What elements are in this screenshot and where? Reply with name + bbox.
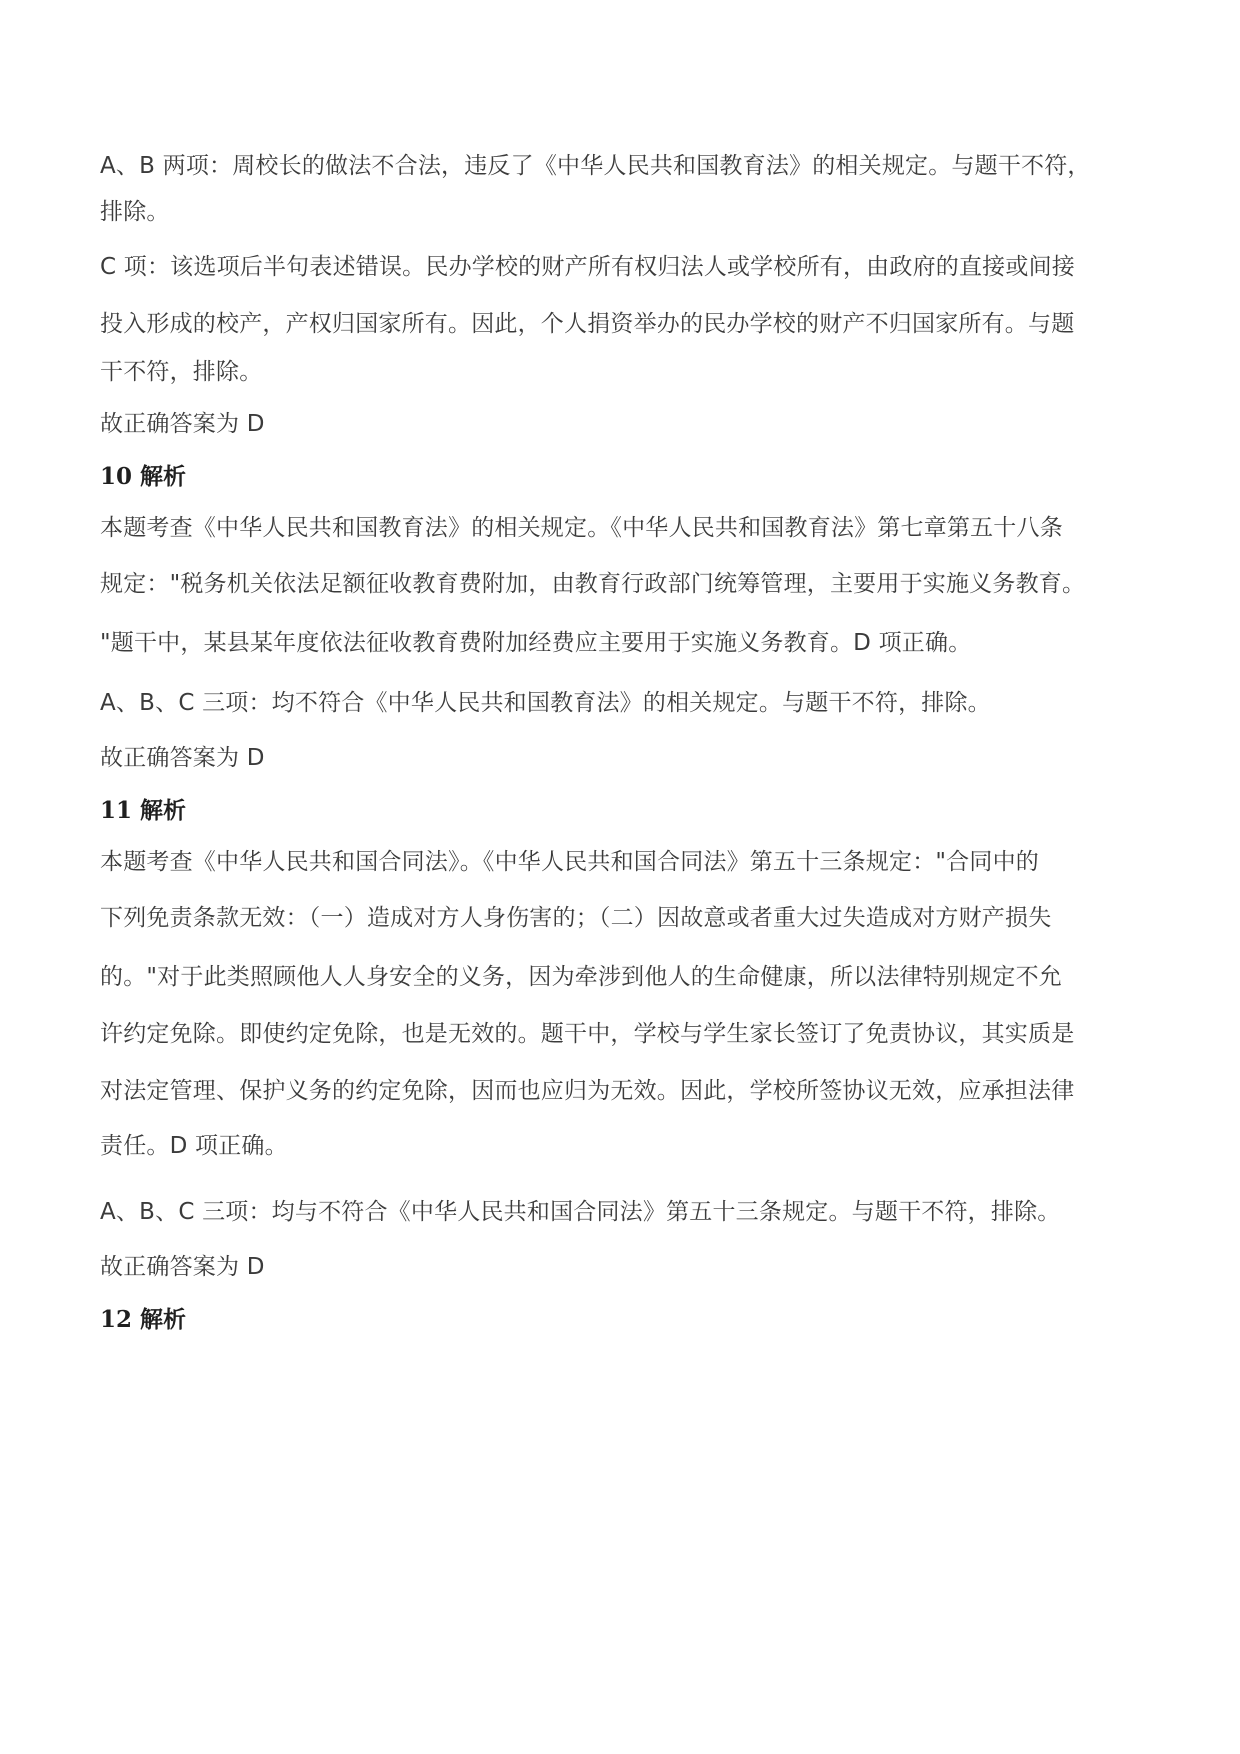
paragraph-line: "题干中，某县某年度依法征收教育费附加经费应主要用于实施义务教育。D 项正确。	[100, 630, 972, 656]
section-heading-11: 11 解析	[100, 797, 187, 824]
paragraph-line: 下列免责条款无效：（一）造成对方人身伤害的；（二）因故意或者重大过失造成对方财产损失	[100, 905, 1052, 931]
paragraph-line: A、B、C 三项：均与不符合《中华人民共和国合同法》第五十三条规定。与题干不符，排除。	[100, 1199, 1061, 1225]
paragraph-line: 规定："税务机关依法足额征收教育费附加，由教育行政部门统筹管理，主要用于实施义务教育。	[100, 571, 1086, 597]
paragraph-line: 许约定免除。即使约定免除，也是无效的。题干中，学校与学生家长签订了免责协议，其实质是	[100, 1021, 1075, 1047]
paragraph-line: 责任。D 项正确。	[100, 1133, 288, 1159]
paragraph-line: 的。"对于此类照顾他人人身安全的义务，因为牵涉到他人的生命健康，所以法律特别规定不允	[100, 964, 1062, 990]
paragraph-line: A、B 两项：周校长的做法不合法，违反了《中华人民共和国教育法》的相关规定。与题干不符，	[100, 153, 1091, 179]
answer-line: 故正确答案为 D	[100, 1254, 265, 1280]
paragraph-line: 对法定管理、保护义务的约定免除，因而也应归为无效。因此，学校所签协议无效，应承担法律	[100, 1078, 1075, 1104]
section-heading-10: 10 解析	[100, 463, 187, 490]
paragraph-line: A、B、C 三项：均不符合《中华人民共和国教育法》的相关规定。与题干不符，排除。	[100, 690, 991, 716]
answer-line: 故正确答案为 D	[100, 411, 265, 437]
paragraph-line: 投入形成的校产，产权归国家所有。因此，个人捐资举办的民办学校的财产不归国家所有。与题	[100, 311, 1075, 337]
answer-line: 故正确答案为 D	[100, 745, 265, 771]
paragraph-line: C 项：该选项后半句表述错误。民办学校的财产所有权归法人或学校所有，由政府的直接或间接	[100, 254, 1075, 280]
paragraph-line: 干不符，排除。	[100, 359, 263, 385]
paragraph-line: 本题考查《中华人民共和国教育法》的相关规定。《中华人民共和国教育法》第七章第五十八条	[100, 515, 1063, 541]
paragraph-line: 本题考查《中华人民共和国合同法》。《中华人民共和国合同法》第五十三条规定："合同中的	[100, 849, 1039, 875]
paragraph-line: 排除。	[100, 199, 170, 225]
section-heading-12: 12 解析	[100, 1306, 187, 1333]
